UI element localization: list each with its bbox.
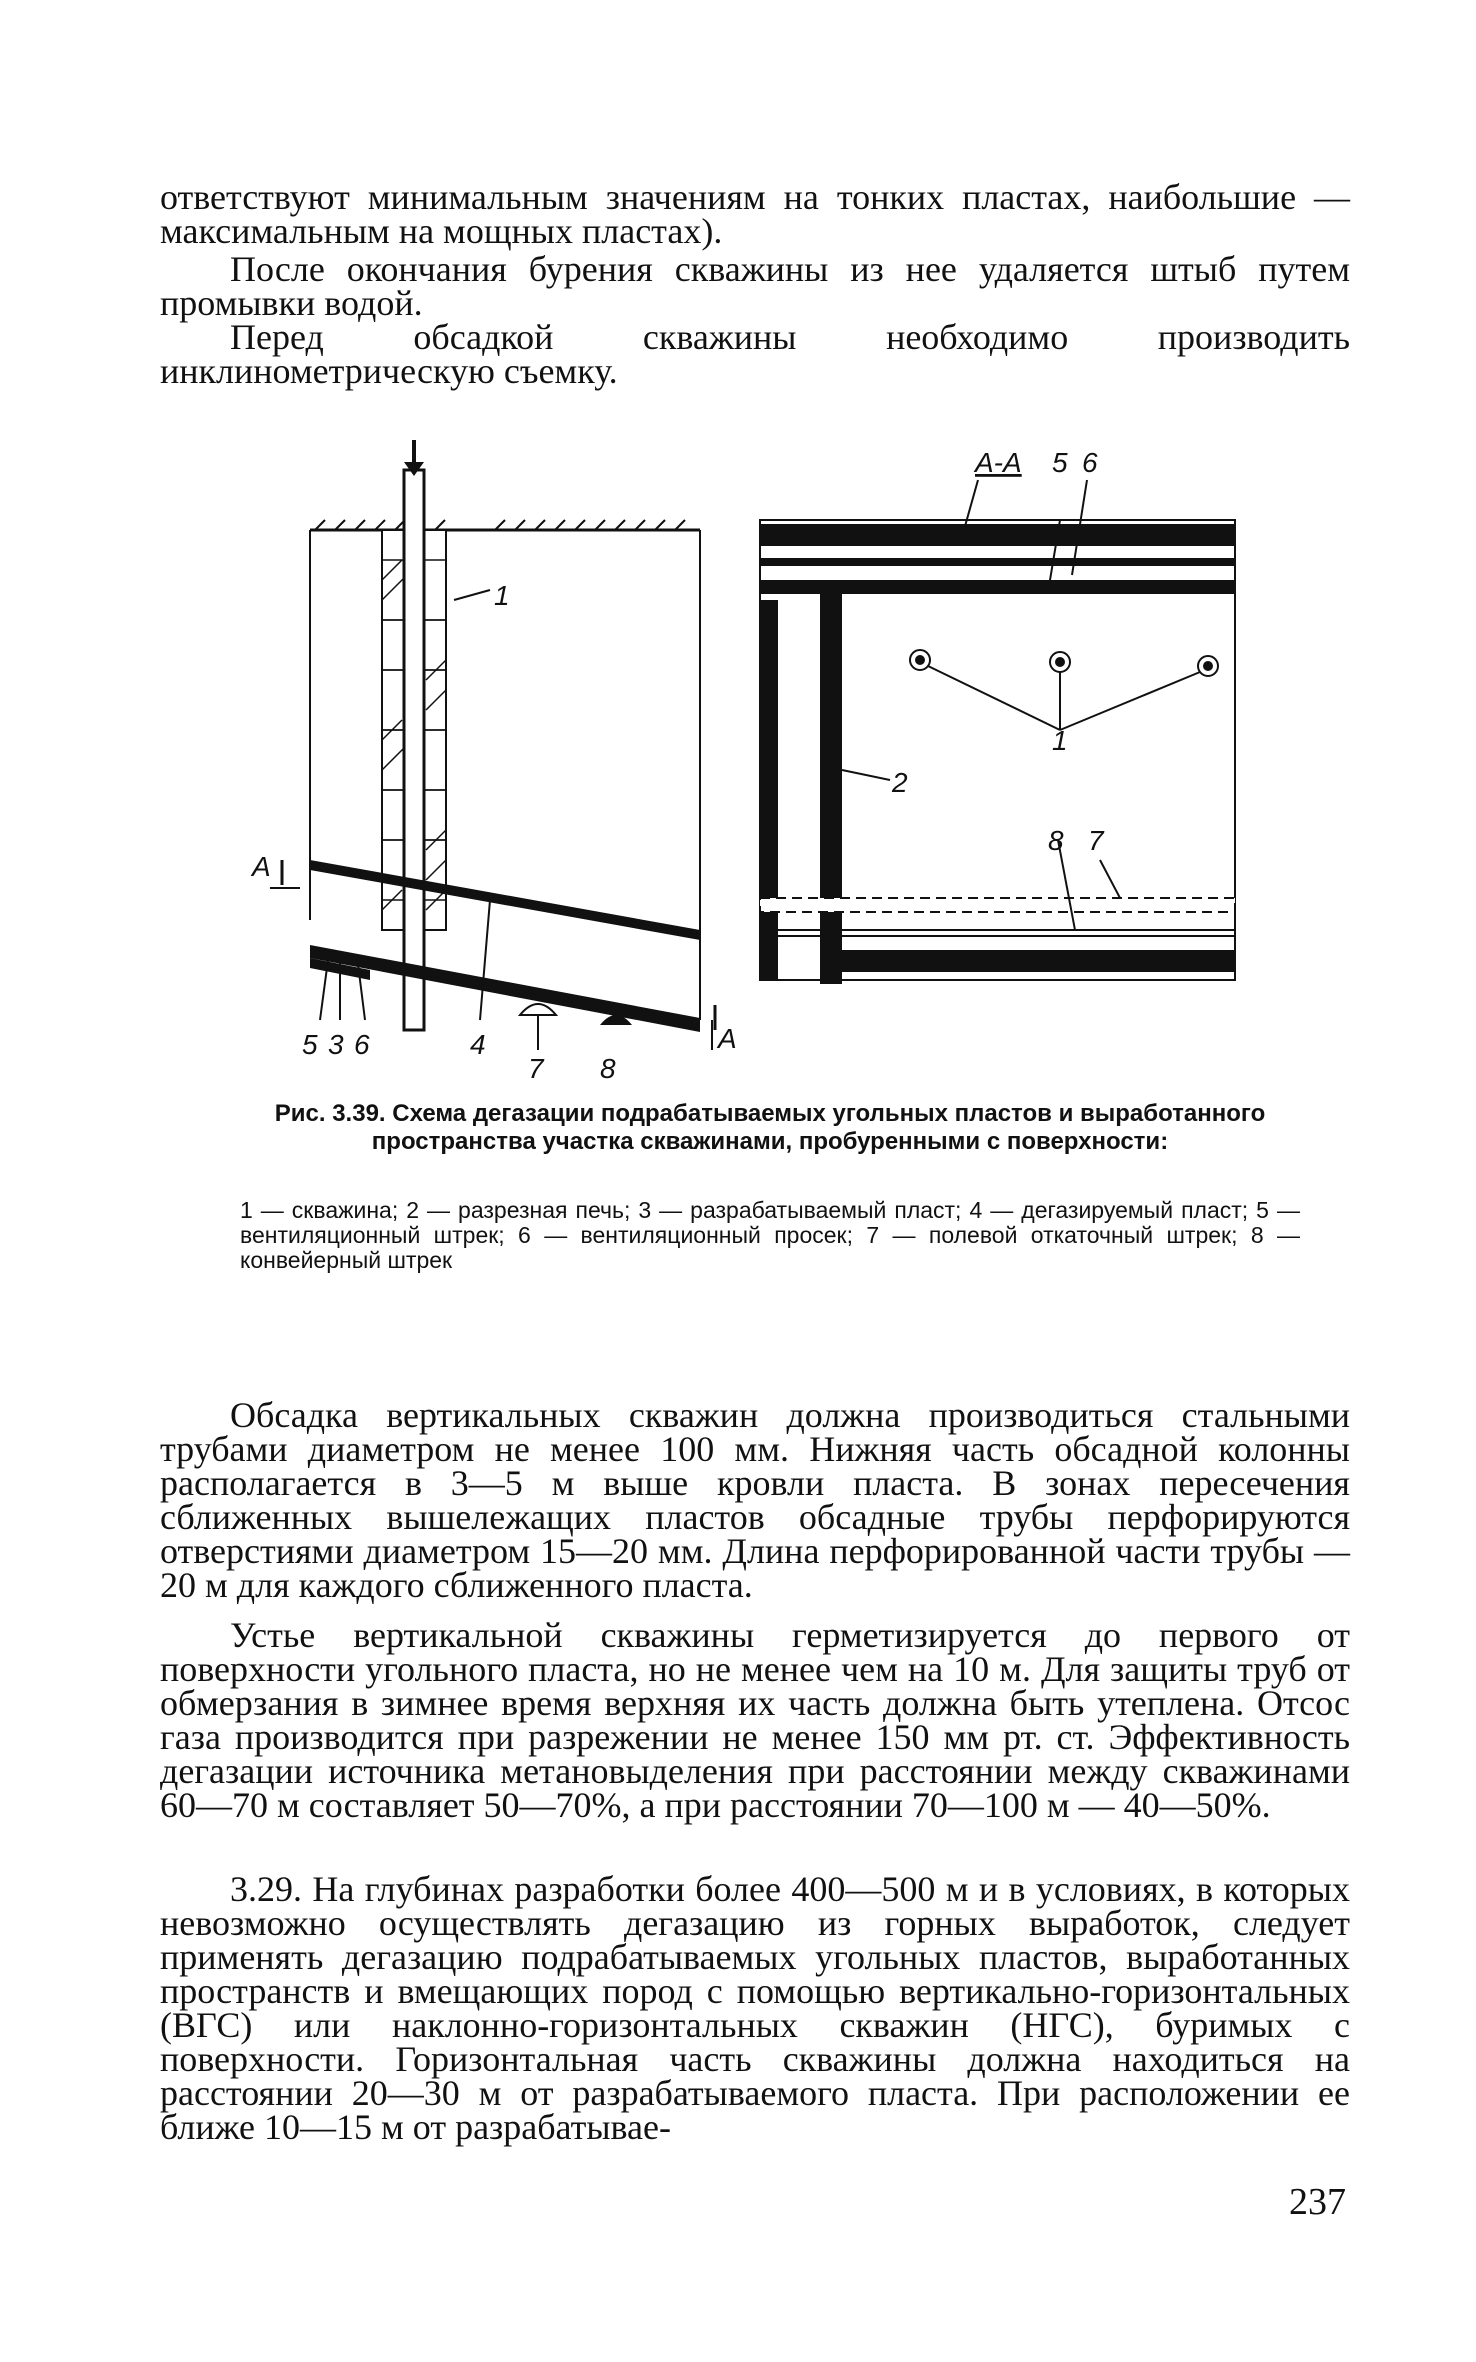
legend-item: 3 — разрабатываемый пласт; <box>638 1197 970 1223</box>
legend-item: 2 — разрезная печь; <box>406 1197 639 1223</box>
paragraph-3-29: 3.29. На глубинах разработки более 400—500 м и в условиях, в которых невозможно осуществлять дегазацию из горных выработок, следует применять дегазацию подрабатываемых угольных пластов, выработанных пространств и вмещающих пород с помощью вертикально-горизонтальных (ВГС) или наклонно-горизонтальных скважин (НГС), буримых с поверхности. Горизонтальная часть скважины должна находиться на расстоянии 20—30 м от разрабатываемого пласта. При расположении ее ближе 10—15 м от разрабатывае- <box>160 1869 1350 2147</box>
label-4: 4 <box>470 1029 486 1060</box>
paragraph-drilling: После окончания бурения скважины из нее удаляется штыб путем промывки водой. <box>160 249 1350 323</box>
legend-item: 8 — конвейерный штрек <box>240 1222 1300 1273</box>
label-section-a-right: А <box>718 1023 737 1054</box>
paragraph-continued: ответствуют минимальным значениям на тонких пластах, наибольшие — максимальным на мощных пластах). <box>160 177 1350 251</box>
label-7: 7 <box>528 1053 544 1080</box>
legend-item: 7 — полевой откаточный штрек; <box>866 1222 1251 1248</box>
figure-caption-title: Рис. 3.39. Схема дегазации подрабатываемых угольных пластов и выработанного пространства участка скважинами, пробуренными с поверхности: <box>274 1100 1266 1155</box>
paragraph-inclinometry: Перед обсадкой скважины необходимо производить инклинометрическую съемку. <box>160 317 1350 391</box>
plan-label-2: 2 <box>892 767 908 798</box>
label-8: 8 <box>600 1053 616 1080</box>
label-well: 1 <box>494 580 510 611</box>
paragraph-wellhead: Устье вертикальной скважины герметизируется до первого от поверхности угольного пласта, но не менее чем на 10 м. Для защиты труб от обмерзания в зимнее время верхняя их часть должна быть утеплена. Отсос газа производится при разрежении не менее 150 мм рт. ст. Эффективность дегазации источника метановыделения при расстоянии между скважинами 60—70 м составляет 50—70%, а при расстоянии 70—100 м — 40—50%. <box>160 1615 1350 1825</box>
label-section-a-a: А-А <box>975 447 1022 478</box>
label-3: 3 <box>328 1029 344 1060</box>
plan-label-7: 7 <box>1088 825 1104 856</box>
legend-item: 4 — дегазируемый пласт; <box>969 1197 1257 1223</box>
plan-label-5: 5 <box>1052 447 1068 478</box>
plan-label-8: 8 <box>1048 825 1064 856</box>
vertical-section <box>250 440 737 1080</box>
label-6: 6 <box>354 1029 370 1060</box>
plan-label-1: 1 <box>1052 725 1068 756</box>
legend-item: 1 — скважина; <box>240 1197 407 1223</box>
page-number: 237 <box>1289 2181 1346 2223</box>
figure-legend <box>240 1198 1300 1273</box>
legend-item: 6 — вентиляционный просек; <box>518 1222 867 1248</box>
plan-view-a-a <box>760 447 1235 984</box>
label-section-a-left: А <box>252 851 271 882</box>
degassing-scheme-figure <box>240 440 1300 1080</box>
label-5: 5 <box>302 1029 318 1060</box>
plan-label-6: 6 <box>1082 447 1098 478</box>
legend-item: 5 — вентиляционный штрек; <box>240 1197 1300 1248</box>
paragraph-casing: Обсадка вертикальных скважин должна производиться стальными трубами диаметром не менее 100 мм. Нижняя часть обсадной колонны располагается в 3—5 м выше кровли пласта. В зонах пересечения сближенных вышележащих пластов обсадные трубы перфорируются отверстиями диаметром 15—20 мм. Длина перфорированной части трубы — 20 м для каждого сближенного пласта. <box>160 1395 1350 1605</box>
